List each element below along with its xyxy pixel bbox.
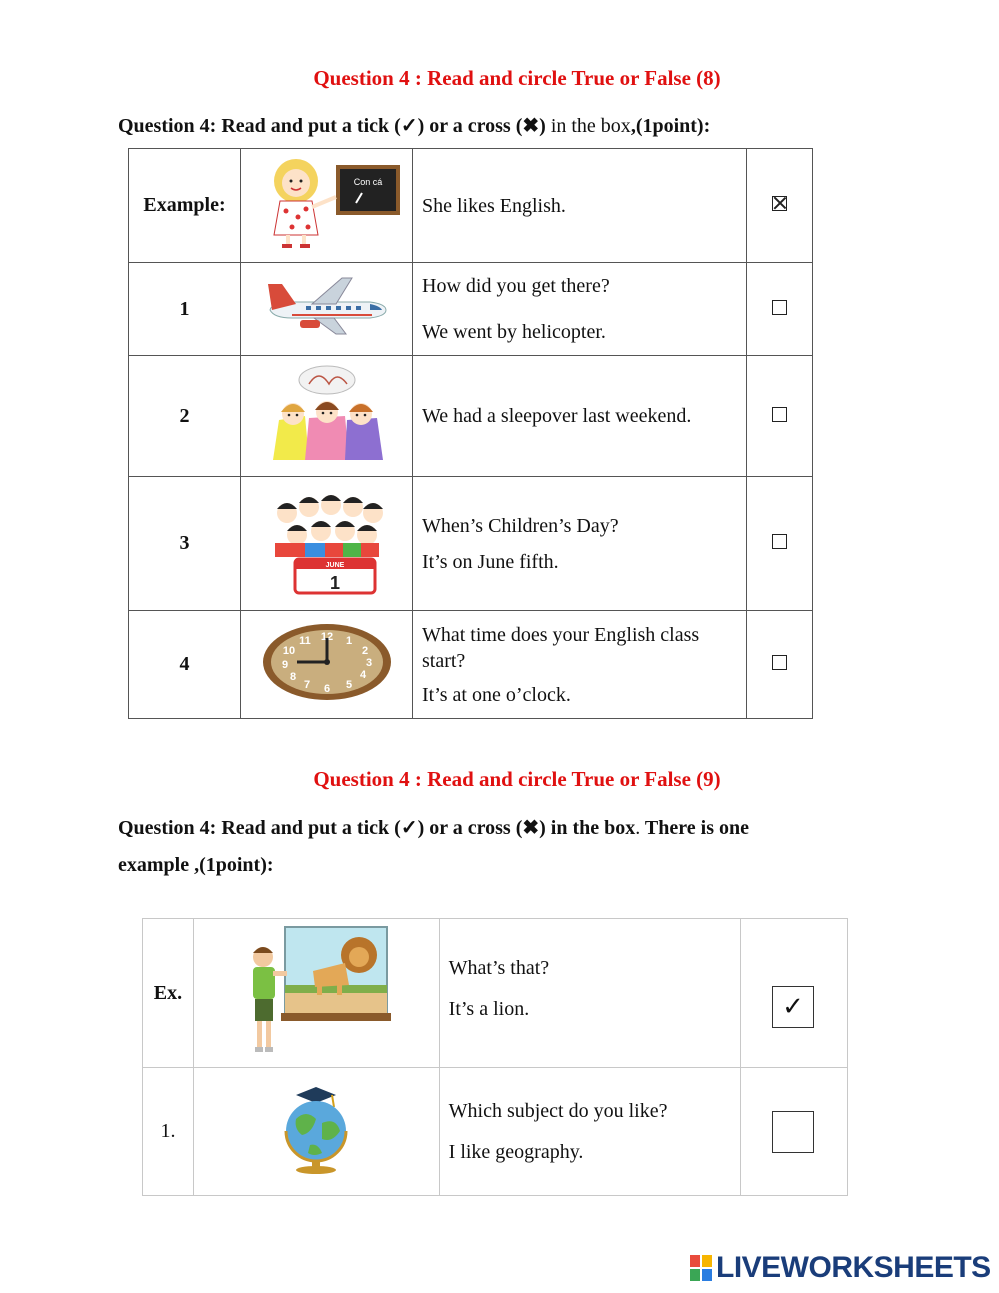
empty-box-icon: [772, 655, 787, 670]
svg-text:4: 4: [359, 668, 366, 681]
row-text: When’s Children’s Day? It’s on June fifth.: [413, 477, 747, 611]
girl-teacher-picture: [241, 149, 413, 263]
section2-instruction-line2: example ,(1point):: [118, 854, 274, 876]
answer-checkbox[interactable]: [741, 919, 848, 1068]
svg-text:9: 9: [281, 658, 288, 671]
row-label: 1: [129, 263, 241, 356]
airplane-picture: [241, 263, 413, 356]
svg-text:8: 8: [289, 670, 296, 683]
answer-checkbox[interactable]: [747, 611, 813, 719]
svg-text:3: 3: [365, 656, 372, 669]
globe-picture: [193, 1068, 439, 1196]
childrens-day-picture: [241, 477, 413, 611]
section1-instruction: Question 4: Read and put a tick (✓) or a cross (✖) in the box,(1point):: [118, 115, 711, 137]
table-row: [129, 356, 813, 477]
sleepover-picture: [241, 356, 413, 477]
logo-mark-icon: [690, 1255, 712, 1281]
row-text: We had a sleepover last weekend.: [413, 356, 747, 477]
empty-box-icon: [772, 300, 787, 315]
answer-checkbox[interactable]: [747, 356, 813, 477]
logo-text: LIVEWORKSHEETS: [716, 1251, 991, 1284]
svg-text:1: 1: [329, 572, 340, 593]
row-text: What time does your English class start? It’s at one o’clock.: [413, 611, 747, 719]
row-label: 1.: [143, 1068, 194, 1196]
section2-title: Question 4 : Read and circle True or False (9): [313, 767, 721, 791]
answer-checkbox[interactable]: [747, 263, 813, 356]
row-text: How did you get there? We went by helicopter.: [413, 263, 747, 356]
svg-text:10: 10: [282, 644, 295, 657]
liveworksheets-logo: [690, 1253, 991, 1283]
empty-box-icon: [772, 534, 787, 549]
tick-box-icon: ✓: [772, 986, 814, 1028]
empty-box-icon: [772, 1111, 814, 1153]
svg-text:12: 12: [320, 630, 333, 643]
section2-instruction: Question 4: Read and put a tick (✓) or a cross (✖) in the box. There is one: [118, 817, 749, 839]
svg-text:JUNE: JUNE: [325, 561, 344, 569]
svg-text:5: 5: [345, 678, 352, 691]
svg-text:Con cá: Con cá: [353, 176, 382, 187]
svg-text:7: 7: [303, 678, 310, 691]
table-row: [143, 1068, 848, 1196]
clock-picture: [241, 611, 413, 719]
svg-text:2: 2: [361, 644, 368, 657]
row-text: What’s that? It’s a lion.: [439, 919, 740, 1068]
answer-checkbox[interactable]: [741, 1068, 848, 1196]
answer-checkbox[interactable]: [747, 477, 813, 611]
crossed-box-icon: [772, 196, 787, 211]
row-label: 3: [129, 477, 241, 611]
section1-table: [128, 148, 813, 719]
table-row: [129, 263, 813, 356]
svg-text:11: 11: [298, 634, 311, 647]
row-label: Example:: [129, 149, 241, 263]
table-row: [129, 477, 813, 611]
answer-checkbox[interactable]: [747, 149, 813, 263]
svg-text:6: 6: [323, 682, 330, 695]
row-text: She likes English.: [413, 149, 747, 263]
row-label: 2: [129, 356, 241, 477]
table-row: [129, 149, 813, 263]
row-label: 4: [129, 611, 241, 719]
table-row: [143, 919, 848, 1068]
boy-lion-picture: [193, 919, 439, 1068]
section2-table: [142, 918, 848, 1196]
row-text: Which subject do you like? I like geography.: [439, 1068, 740, 1196]
empty-box-icon: [772, 407, 787, 422]
svg-text:1: 1: [345, 634, 352, 647]
row-label: Ex.: [143, 919, 194, 1068]
section1-title: Question 4 : Read and circle True or False (8): [313, 66, 721, 90]
table-row: [129, 611, 813, 719]
